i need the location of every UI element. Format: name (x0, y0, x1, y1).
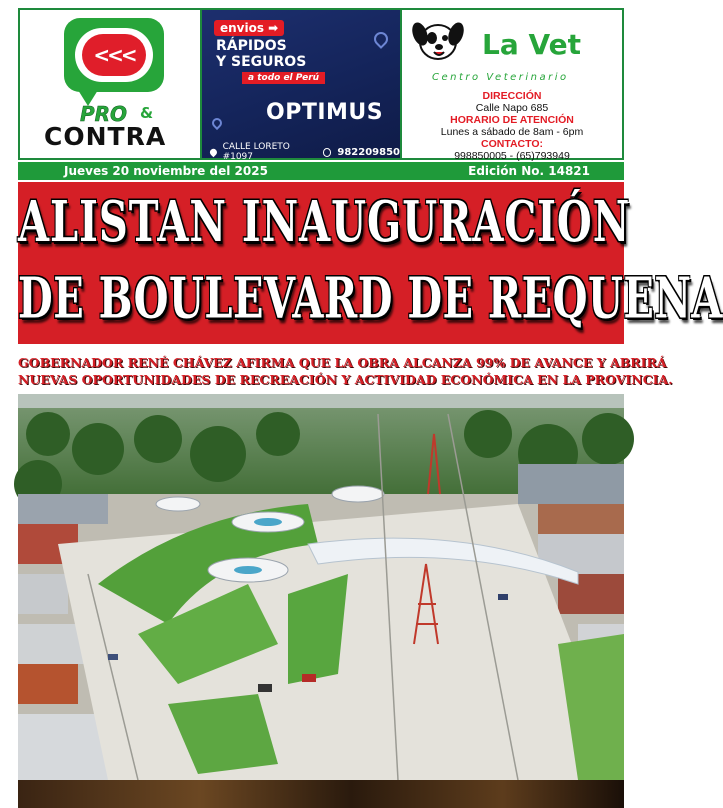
header-strip (18, 8, 624, 160)
headline-banner[interactable] (18, 182, 723, 344)
aerial-boulevard-photo[interactable] (18, 394, 624, 780)
vet-info-block (402, 90, 622, 162)
optimus-slogan-line1: RÁPIDOS (216, 38, 287, 54)
map-pin-icon (210, 116, 224, 130)
optimus-envios-badge: envios ➡ (214, 20, 284, 36)
vet-direccion-label: DIRECCIÓN (482, 90, 542, 102)
subheadline-line2: NUEVAS OPORTUNIDADES DE RECREACIÓN Y ACTIVIDAD ECONÓMICA EN LA PROVINCIA. (18, 372, 673, 387)
boulevard-illustration (18, 394, 624, 780)
issue-date: Jueves 20 noviembre del 2025 (64, 164, 268, 178)
logo-amp-text: & (140, 104, 154, 122)
vet-direccion: Calle Napo 685 (475, 102, 549, 114)
dog-logo-icon (408, 16, 468, 64)
edition-number: Edición No. 14821 (468, 164, 590, 178)
newspaper-cover (18, 8, 723, 800)
speech-bubble-icon (64, 18, 164, 92)
optimus-slogan (216, 38, 306, 70)
optimus-brand: OPTIMUS (266, 100, 384, 125)
map-pin-icon (371, 29, 391, 49)
optimus-coverage-badge: a todo el Perú (242, 72, 325, 84)
optimus-address: CALLE LORETO #1097 (222, 142, 290, 162)
ad-optimus[interactable] (202, 10, 402, 162)
headline-line2: DE BOULEVARD DE REQUENA (18, 265, 723, 332)
logo-arrows: <<< (82, 34, 146, 76)
optimus-contact (210, 142, 400, 162)
logo-pro-text: PRO (80, 102, 128, 126)
optimus-phone: 982209850 (337, 146, 401, 158)
location-icon (208, 147, 218, 157)
subheadline-line1: GOBERNADOR RENÉ CHÁVEZ AFIRMA QUE LA OBRA ALCANZA 99% DE AVANCE Y ABRIRÁ (18, 355, 667, 370)
vet-brand: La Vet (482, 28, 581, 61)
logo-contra-text: CONTRA (44, 122, 167, 151)
vet-contacto: 998850005 - (65)793949 (454, 150, 570, 162)
vet-tagline: Centro Veterinario (432, 72, 569, 83)
headline-line1: ALISTAN INAUGURACIÓN (18, 189, 631, 255)
optimus-slogan-line2: Y SEGUROS (216, 54, 307, 70)
vet-horario: Lunes a sábado de 8am - 6pm (440, 126, 584, 138)
ad-la-vet[interactable] (402, 10, 622, 162)
subheadline (18, 348, 673, 394)
whatsapp-icon (323, 148, 332, 157)
next-story-photo-strip (18, 780, 624, 808)
masthead-logo[interactable] (20, 10, 202, 158)
vet-contacto-label: CONTACTO: (480, 138, 544, 150)
vet-horario-label: HORARIO DE ATENCIÓN (450, 114, 574, 126)
